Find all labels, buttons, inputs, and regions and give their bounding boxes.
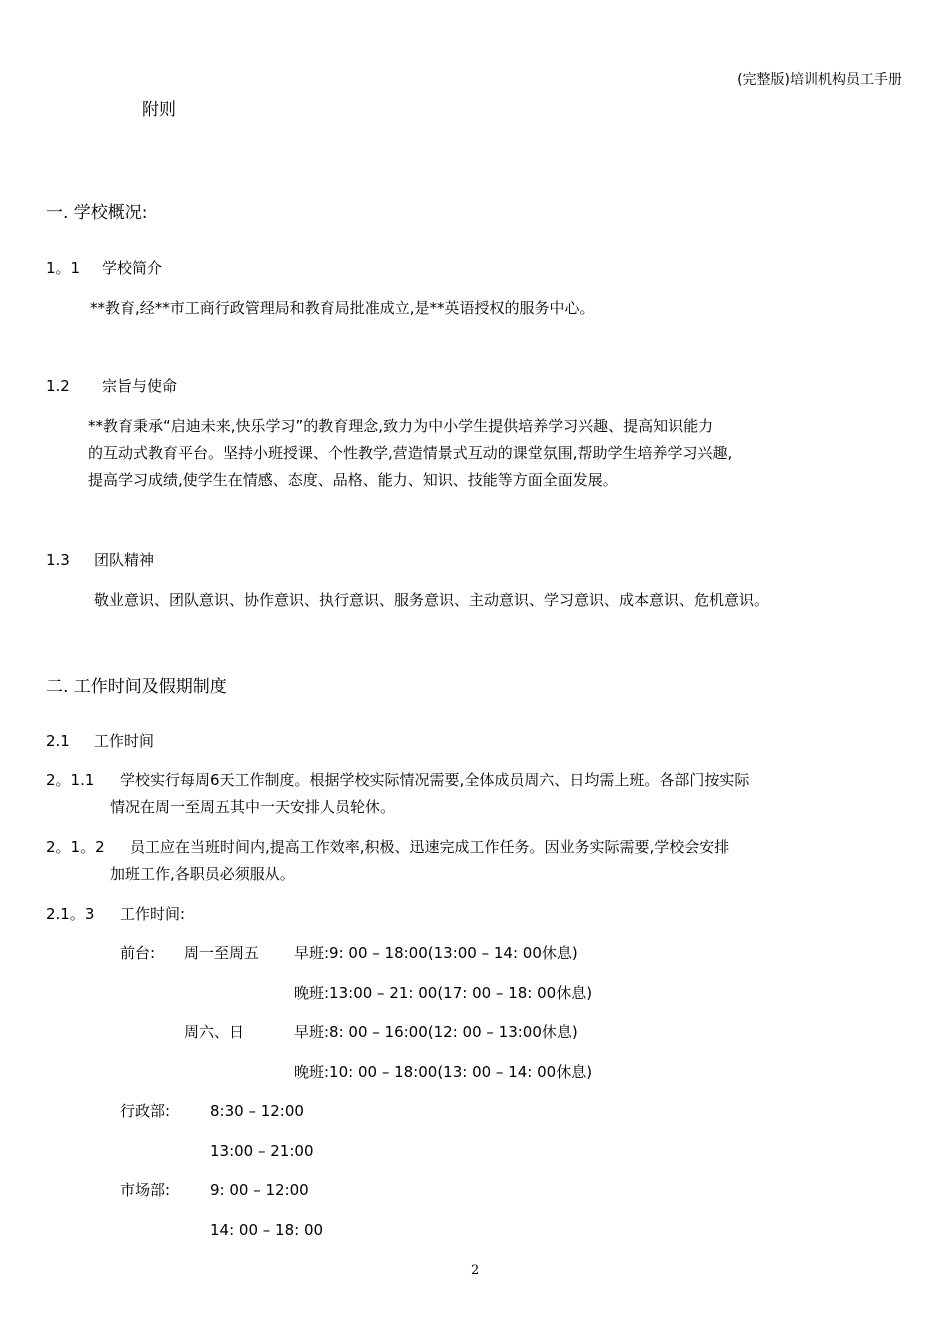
s1-2-line1: **教育秉承“启迪未来,快乐学习”的教育理念,致力为中小学生提供培养学习兴趣、提高知识能力 <box>88 417 714 435</box>
weekend-label: 周六、日 <box>184 1023 245 1041</box>
page-number: 2 <box>471 1263 480 1278</box>
s1-1-title: 学校简介 <box>102 259 163 277</box>
weekday-late-shift: 晚班:13:00 – 21: 00(17: 00 – 18: 00休息) <box>294 984 593 1002</box>
appendix-title: 附则 <box>142 100 176 120</box>
weekend-late-shift: 晚班:10: 00 – 18:00(13: 00 – 14: 00休息) <box>294 1063 593 1081</box>
weekend-early-shift: 早班:8: 00 – 16:00(12: 00 – 13:00休息) <box>294 1023 578 1041</box>
admin-label: 行政部: <box>120 1102 171 1120</box>
market-time-2: 14: 00 – 18: 00 <box>210 1221 324 1239</box>
s2-1-1-line1: 学校实行每周6天工作制度。根据学校实际情况需要,全体成员周六、日均需上班。各部门按实际 <box>120 771 750 789</box>
s1-2-title: 宗旨与使命 <box>102 377 178 395</box>
header-title: (完整版)培训机构员工手册 <box>737 72 902 88</box>
s2-1-2-line2: 加班工作,各职员必须服从。 <box>110 865 295 883</box>
s2-1-3-number: 2.1。3 <box>46 905 95 923</box>
section1-heading: 一. 学校概况: <box>46 203 148 223</box>
admin-time-1: 8:30 – 12:00 <box>210 1102 304 1120</box>
s2-1-1-number: 2。1.1 <box>46 771 95 789</box>
s1-3-text: 敬业意识、团队意识、协作意识、执行意识、服务意识、主动意识、学习意识、成本意识、危机意识。 <box>94 591 770 609</box>
section2-heading: 二. 工作时间及假期制度 <box>46 677 227 697</box>
s2-1-title: 工作时间 <box>94 732 155 750</box>
s2-1-2-line1: 员工应在当班时间内,提高工作效率,积极、迅速完成工作任务。因业务实际需要,学校会安排 <box>130 838 730 856</box>
s1-2-number: 1.2 <box>46 377 70 395</box>
front-desk-label: 前台: <box>120 944 156 962</box>
market-label: 市场部: <box>120 1181 171 1199</box>
s2-1-number: 2.1 <box>46 732 70 750</box>
s2-1-3-title: 工作时间: <box>120 905 186 923</box>
market-time-1: 9: 00 – 12:00 <box>210 1181 309 1199</box>
s1-1-number: 1。1 <box>46 259 81 277</box>
s2-1-1-line2: 情况在周一至周五其中一天安排人员轮休。 <box>110 798 396 816</box>
admin-time-2: 13:00 – 21:00 <box>210 1142 314 1160</box>
s1-1-text: **教育,经**市工商行政管理局和教育局批准成立,是**英语授权的服务中心。 <box>90 299 595 317</box>
weekday-label: 周一至周五 <box>184 944 260 962</box>
s1-2-line2: 的互动式教育平台。坚持小班授课、个性教学,营造情景式互动的课堂氛围,帮助学生培养学习兴趣, <box>88 444 733 462</box>
weekday-early-shift: 早班:9: 00 – 18:00(13:00 – 14: 00休息) <box>294 944 578 962</box>
s1-2-line3: 提高学习成绩,使学生在情感、态度、品格、能力、知识、技能等方面全面发展。 <box>88 471 618 489</box>
s1-3-number: 1.3 <box>46 551 70 569</box>
s2-1-2-number: 2。1。2 <box>46 838 105 856</box>
s1-3-title: 团队精神 <box>94 551 155 569</box>
